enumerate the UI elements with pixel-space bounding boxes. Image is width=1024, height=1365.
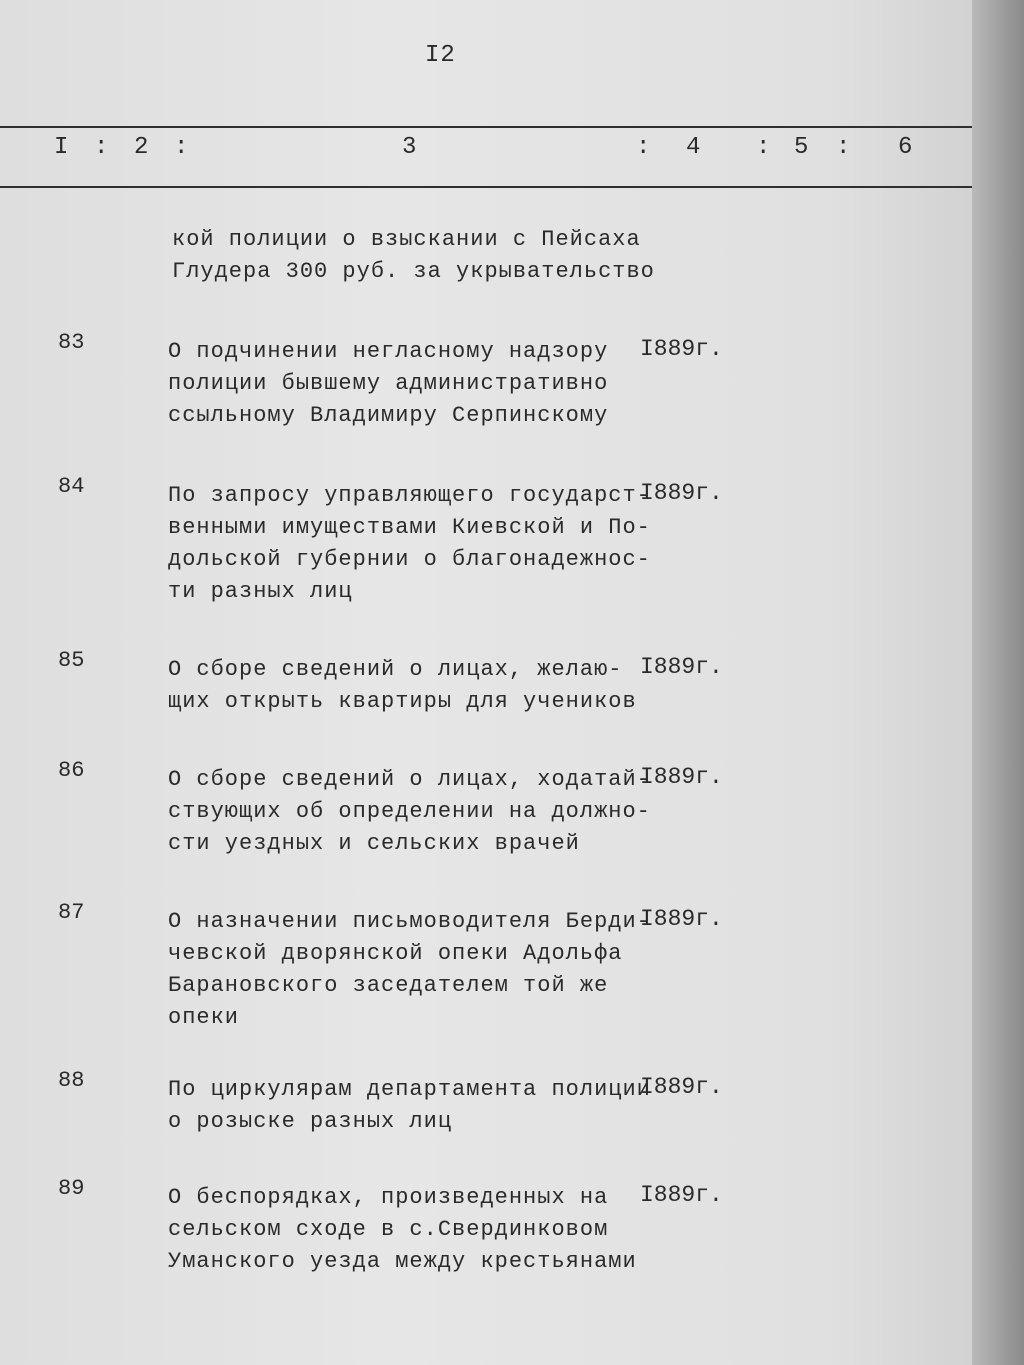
continuation-text bbox=[172, 224, 662, 288]
description-line: О подчинении негласному надзору bbox=[168, 339, 609, 364]
entry-number: 83 bbox=[58, 330, 85, 355]
description-line: О сборе сведений о лицах, желаю- bbox=[168, 657, 623, 682]
description-line: щих открыть квартиры для учеников bbox=[168, 689, 637, 714]
entry-year: I889г. bbox=[640, 480, 723, 506]
page-edge-shadow bbox=[972, 0, 1024, 1365]
description-line: О сборе сведений о лицах, ходатай- bbox=[168, 767, 651, 792]
description-line: венными имуществами Киевской и По- bbox=[168, 515, 651, 540]
continuation-line: Глудера 300 руб. за укрывательство bbox=[172, 259, 655, 284]
entry-year: I889г. bbox=[640, 1074, 723, 1100]
description-line: полиции бывшему административно bbox=[168, 371, 609, 396]
entry-number: 85 bbox=[58, 648, 85, 673]
entry-year: I889г. bbox=[640, 764, 723, 790]
description-line: Барановского заседателем той же bbox=[168, 973, 609, 998]
description-line: сти уездных и сельских врачей bbox=[168, 831, 580, 856]
description-line: По запросу управляющего государст- bbox=[168, 483, 651, 508]
header-rule-top bbox=[0, 126, 972, 128]
entry-description bbox=[168, 1074, 651, 1138]
column-separator: : bbox=[836, 134, 851, 161]
column-separator: : bbox=[94, 134, 109, 161]
column-separator: : bbox=[756, 134, 771, 161]
entry-number: 86 bbox=[58, 758, 85, 783]
description-line: чевской дворянской опеки Адольфа bbox=[168, 941, 623, 966]
header-rule-bottom bbox=[0, 186, 972, 188]
description-line: По циркулярам департамента полиции bbox=[168, 1077, 651, 1102]
column-separator: : bbox=[174, 134, 189, 161]
column-3-header: 3 bbox=[402, 134, 417, 161]
entry-description bbox=[168, 480, 651, 608]
entry-number: 87 bbox=[58, 900, 85, 925]
entry-number: 88 bbox=[58, 1068, 85, 1093]
entry-year: I889г. bbox=[640, 336, 723, 362]
entry-description bbox=[168, 764, 651, 860]
entry-description bbox=[168, 906, 651, 1034]
entry-description bbox=[168, 1182, 638, 1278]
entry-year: I889г. bbox=[640, 654, 723, 680]
description-line: опеки bbox=[168, 1005, 240, 1030]
column-2-header: 2 bbox=[134, 134, 149, 161]
page-number: I2 bbox=[425, 42, 456, 69]
description-line: О назначении письмоводителя Берди- bbox=[168, 909, 651, 934]
column-5-header: 5 bbox=[794, 134, 809, 161]
description-line: о розыске разных лиц bbox=[168, 1109, 453, 1134]
column-4-header: 4 bbox=[686, 134, 701, 161]
entry-description bbox=[168, 336, 638, 432]
description-line: ссыльному Владимиру Серпинскому bbox=[168, 403, 609, 428]
entry-number: 89 bbox=[58, 1176, 85, 1201]
description-line: сельском сходе в с.Свердинковом bbox=[168, 1217, 609, 1242]
column-separator: : bbox=[636, 134, 651, 161]
column-1-header: I bbox=[54, 134, 69, 161]
entry-year: I889г. bbox=[640, 906, 723, 932]
description-line: ствующих об определении на должно- bbox=[168, 799, 651, 824]
description-line: ти разных лиц bbox=[168, 579, 353, 604]
entry-description bbox=[168, 654, 638, 718]
continuation-line: кой полиции о взыскании с Пейсаха bbox=[172, 227, 641, 252]
description-line: Уманского уезда между крестьянами bbox=[168, 1249, 637, 1274]
entry-number: 84 bbox=[58, 474, 85, 499]
column-6-header: 6 bbox=[898, 134, 913, 161]
entry-year: I889г. bbox=[640, 1182, 723, 1208]
description-line: дольской губернии о благонадежнос- bbox=[168, 547, 651, 572]
description-line: О беспорядках, произведенных на bbox=[168, 1185, 609, 1210]
